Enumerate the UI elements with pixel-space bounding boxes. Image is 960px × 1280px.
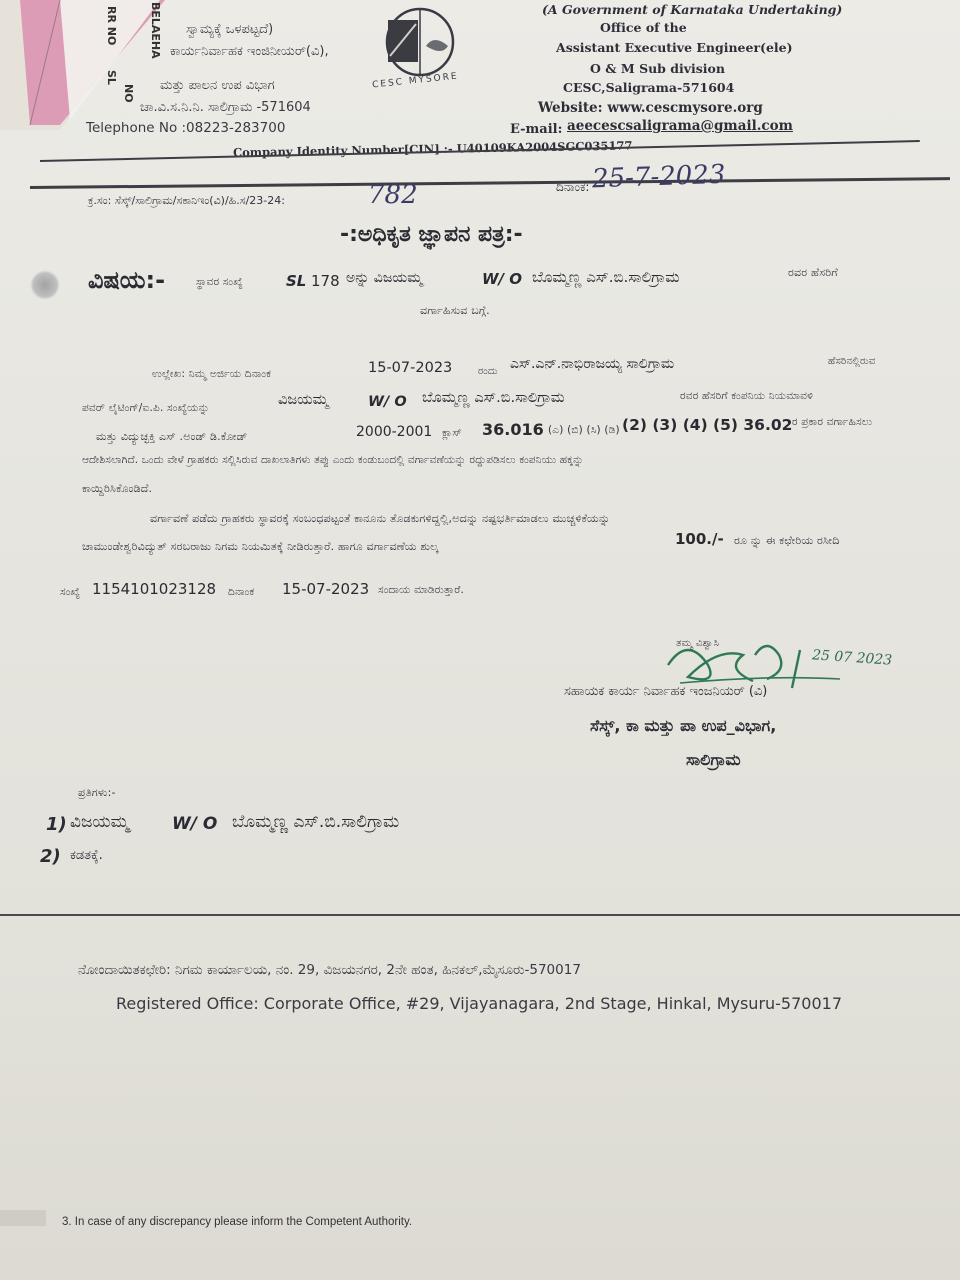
body-p1-c: ಎಸ್.ಎನ್.ನಾಭಿರಾಜಯ್ಯ ಸಾಲಿಗ್ರಾಮ [510, 356, 675, 372]
copy-1-number: 1) [46, 814, 67, 835]
punch-mark [30, 270, 60, 300]
header-kn-line4: ಚಾ.ವಿ.ಸ.ನಿ.ನಿ. ಸಾಲಿಗ್ರಾಮ -571604 [140, 100, 311, 115]
logo-caption: CESC MYSORE [371, 71, 460, 91]
signatory-office: ಸೆಸ್ಕ್, ಕಾ ಮತ್ತು ಪಾ ಉಪ_ವಿಭಾಗ, [590, 716, 777, 735]
body-p5: ಕಾಯ್ದಿರಿಸಿಕೊಂಡಿದೆ. [82, 482, 153, 495]
body-p1-d: ಹೆಸರಿನಲ್ಲಿರುವ [828, 356, 876, 367]
body-p2-b: ವಿಜಯಮ್ಮ [278, 392, 329, 408]
body-p3-a: ಮತ್ತು ವಿದ್ಯುಚ್ಛಕ್ತಿ ಎಸ್ .ಅಂಡ್ ಡಿ.ಕೋಡ್ [96, 430, 248, 443]
body-p3-code: 2000-2001 [356, 424, 433, 440]
header-office-of: Office of the [600, 20, 687, 35]
yours-faithfully: ತಮ್ಮ ವಿಶ್ವಾಸಿ [676, 638, 720, 649]
cin-line: Company Identity Number[CIN] :- U40109KA2004SGC035177 [232, 138, 633, 160]
body-p2-d: ರವರ ಹೆಸರಿಗೆ ಕಂಪನಿಯ ನಿಯಮಾವಳಿ [680, 390, 814, 402]
header-website: Website: www.cescmysore.org [538, 100, 763, 116]
header-officer: Assistant Executive Engineer(ele) [556, 40, 793, 55]
reference-label: ಕ್ರ.ಸಂ: ಸೆಸ್ಕ್/ಸಾಲಿಗ್ರಾಮ/ಸಕಾನಿಇಂ(ವಿ)/ಹಿ.ಸ/23-24: [88, 194, 285, 207]
body-p3-e: ರ ಪ್ರಕಾರ ವರ್ಗಾಹಿಸಲು [792, 416, 873, 428]
body-p3-clause: 36.016 [482, 420, 544, 439]
subject-sl-number: 178 [311, 272, 340, 290]
body-p2-c: ಬೊಮ್ಮಣ್ಣ ಎಸ್.ಬಿ.ಸಾಲಿಗ್ರಾಮ [422, 390, 565, 406]
date-label: ದಿನಾಂಕ: [556, 180, 590, 194]
copy-1-wo: W/ O [172, 814, 218, 834]
body-p7-b: ರೂ ನ್ನು ಈ ಕಛೇರಿಯ ರಸೀದಿ [734, 534, 840, 547]
tab-rr-label: RR NO [105, 6, 118, 46]
footer-kn-office: ನೋಂದಾಯಿತಕಛೇರಿ: ನಿಗಮ ಕಾರ್ಯಾಲಯ, ನಂ. 29, ವಿಜಯನಗರ, 2ನೇ ಹಂತ, ಹಿನಕಲ್,ಮೈಸೂರು-570017 [78, 962, 581, 978]
telephone: Telephone No :08223-283700 [86, 120, 286, 136]
subject-line1-d: ರವರ ಹೆಸರಿಗೆ [788, 266, 838, 279]
body-p8-b: ದಿನಾಂಕ [228, 586, 255, 598]
body-p7-a: ಚಾಮುಂಡೇಶ್ವರಿವಿದ್ಯುತ್ ಸರಬರಾಜು ನಿಗಮ ನಿಯಮಿತಕ್ಕೆ ನೀಡಿರುತ್ತಾರೆ. ಹಾಗೂ ವರ್ಗಾವಣೆಯ ಶುಲ್ಕ [82, 540, 439, 553]
body-p1-date: 15-07-2023 [368, 360, 453, 376]
header-govt-line: (A Government of Karnataka Undertaking) [542, 2, 843, 17]
footer-en-office: Registered Office: Corporate Office, #29, Vijayanagara, 2nd Stage, Hinkal, Mysuru-570017 [116, 994, 843, 1013]
body-p2-a: ಪವರ್ ಲೈಟಿಂಗ್/ಐ.ಪಿ. ಸಂಖ್ಯೆಯನ್ನು [82, 402, 210, 414]
copy-2-text: ಕಡತಕ್ಕೆ. [70, 848, 103, 863]
tab-sl-label: SL [105, 70, 118, 85]
body-p3-d: (2) (3) (4) (5) 36.02 [622, 416, 793, 434]
receipt-number: 1154101023128 [92, 580, 217, 598]
document-title: -:ಅಧಿಕೃತ ಜ್ಞಾಪನ ಪತ್ರ:- [340, 222, 523, 247]
body-p1-a: ಉಲ್ಲೇಖ: ನಿಮ್ಮ ಅರ್ಜಿಯ ದಿನಾಂಕ [152, 368, 272, 380]
body-p8-c: ಸಂದಾಯ ಮಾಡಿರುತ್ತಾರೆ. [378, 584, 464, 596]
signatory-place: ಸಾಲಿಗ್ರಾಮ [686, 750, 741, 769]
date-value: 25-7-2023 [591, 159, 726, 195]
header-place: CESC,Saligrama-571604 [563, 80, 735, 95]
body-p3-b: ಕ್ಲಾಸ್ [442, 426, 462, 439]
header-kn-line3: ಮತ್ತು ಪಾಲನ ಉಪ ವಿಭಾಗ [160, 78, 275, 93]
header-subdivision: O & M Sub division [590, 61, 725, 76]
body-p6: ವರ್ಗಾವಣೆ ಪಡೆದು ಗ್ರಾಹಕರು ಸ್ಥಾವರಕ್ಕೆ ಸಂಬಂಧಪಟ್ಟಂತೆ ಕಾನೂನು ತೊಡಕುಗಳಿದ್ದಲ್ಲಿ,ಅದನ್ನು ನಷ್ಟಭರ್ತಿಮಾಡಲು ಮುಚ್ಚಳಿಕೆಯನ್ನು [150, 512, 611, 525]
header-email-label: E-mail: [510, 122, 563, 137]
body-p2-wo: W/ O [368, 394, 407, 410]
reference-number: 782 [368, 180, 418, 210]
footer-note: 3. In case of any discrepancy please inform the Competent Authority. [62, 1216, 413, 1228]
copy-1-name: ವಿಜಯಮ್ಮ [70, 812, 130, 832]
receipt-date: 15-07-2023 [282, 580, 370, 598]
subject-line1-b: ಅನ್ನು ವಿಜಯಮ್ಮ [346, 270, 423, 286]
copy-2-number: 2) [40, 846, 61, 867]
header-rule-2 [30, 177, 950, 189]
header-email: aeecescsaligrama@gmail.com [567, 118, 793, 134]
page-corner-mark [0, 1210, 46, 1226]
subject-line1-c: ಬೊಮ್ಮಣ್ಣ ಎಸ್.ಬಿ.ಸಾಲಿಗ್ರಾಮ [532, 268, 680, 286]
copies-label: ಪ್ರತಿಗಳು:- [78, 786, 116, 799]
body-p1-b: ರಂದು [478, 366, 498, 377]
subject-sl: SL [286, 272, 307, 290]
signature-date: 25 07 2023 [811, 647, 893, 669]
subject-line1-a: ಸ್ಥಾವರ ಸಂಖ್ಯೆ [196, 276, 243, 288]
copy-1-rest: ಬೊಮ್ಮಣ್ಣ ಎಸ್.ಬಿ.ಸಾಲಿಗ್ರಾಮ [232, 812, 400, 832]
body-p4: ಆದೇಶಿಸಲಾಗಿದೆ. ಒಂದು ವೇಳೆ ಗ್ರಾಹಕರು ಸಲ್ಲಿಸಿರುವ ದಾಖಲಾತಿಗಳು ತಪ್ಪು ಎಂದು ಕಂಡುಬಂದಲ್ಲಿ ವರ್ಗಾವಣೆಯನ್ನು ರದ್ದುಪಡಿಸಲು ಕಂಪನಿಯು ಹಕ್ಕನ್ನು [82, 454, 584, 466]
body-p7-fee: 100./- [675, 530, 724, 548]
subject-label: ವಿಷಯ:- [88, 266, 166, 294]
subject-wo: W/ O [482, 270, 522, 288]
tab-belaeha-label: BELAEHA [149, 2, 162, 59]
header-kn-line2: ಕಾರ್ಯನಿರ್ವಾಹಕ ಇಂಜಿನೀಯರ್(ವಿ), [170, 44, 329, 59]
tab-no-label: NO [122, 84, 135, 103]
header-kn-line1: ಸ್ವಾಮ್ಯಕ್ಕೆ ಒಳಪಟ್ಟದೆ) [186, 22, 274, 37]
body-p3-c: (ಎ) (ಬಿ) (ಸಿ) (ಡಿ) [548, 424, 620, 436]
subject-line2: ವರ್ಗಾಹಿಸುವ ಬಗ್ಗೆ. [420, 304, 490, 317]
signatory-designation: ಸಹಾಯಕ ಕಾರ್ಯ ನಿರ್ವಾಹಕ ಇಂಜನಿಯರ್ (ವಿ) [564, 684, 768, 699]
body-p8-a: ಸಂಖ್ಯೆ [60, 586, 81, 598]
footer-rule [0, 914, 960, 916]
